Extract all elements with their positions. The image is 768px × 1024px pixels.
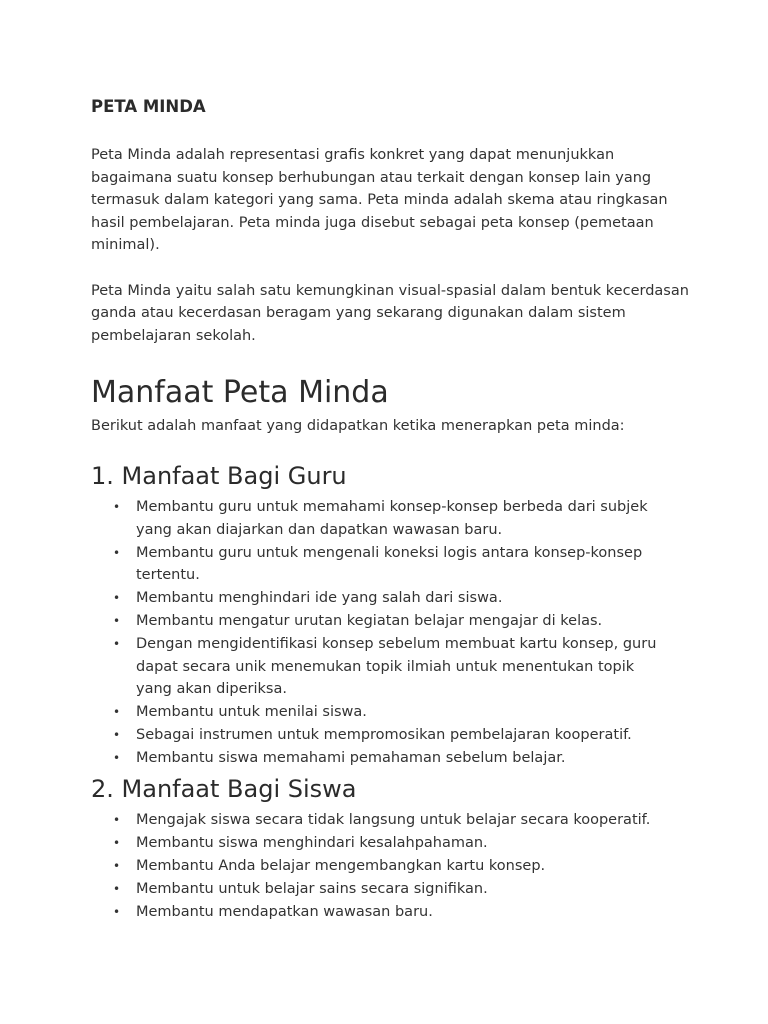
bullet-icon: • <box>113 614 121 628</box>
list-item-text: Membantu menghindari ide yang salah dari siswa. <box>136 590 503 606</box>
bullet-icon: • <box>113 637 121 651</box>
list-item <box>91 587 671 610</box>
list-item-text: Membantu untuk menilai siswa. <box>136 704 367 720</box>
list-item-text: Dengan mengidentifikasi konsep sebelum membuat kartu konsep, guru dapat secara unik menemukan topik ilmiah untuk menentukan topik yang akan diperiksa. <box>136 636 657 697</box>
bullet-icon: • <box>113 500 121 514</box>
list-item <box>91 878 671 901</box>
list-item <box>91 633 671 701</box>
list-item <box>91 542 671 587</box>
document-title: PETA MINDA <box>91 97 206 116</box>
bullet-icon: • <box>113 881 121 896</box>
list-item <box>91 809 671 832</box>
bullet-icon: • <box>113 751 121 765</box>
section-title-siswa: 2. Manfaat Bagi Siswa <box>91 774 357 803</box>
list-item-text: Membantu mendapatkan wawasan baru. <box>136 903 433 920</box>
list-item-text: Membantu Anda belajar mengembangkan kartu konsep. <box>136 857 546 874</box>
bullet-icon: • <box>113 812 121 827</box>
list-item-text: Membantu untuk belajar sains secara signifikan. <box>136 880 488 897</box>
list-item-text: Mengajak siswa secara tidak langsung untuk belajar secara kooperatif. <box>136 811 651 828</box>
bullet-icon: • <box>113 858 121 873</box>
list-item-text: Membantu siswa menghindari kesalahpahaman. <box>136 834 488 851</box>
list-item <box>91 747 671 770</box>
bullet-icon: • <box>113 728 121 742</box>
list-item <box>91 724 671 747</box>
paragraph-definition: Peta Minda adalah representasi grafis konkret yang dapat menunjukkan bagaimana suatu konsep berhubungan atau terkait dengan konsep lain yang termasuk dalam kategori yang sama. Peta minda adalah skema atau ringkasan hasil pembelajaran. Peta minda juga disebut sebagai peta konsep (pemetaan minimal). <box>91 147 668 253</box>
bullet-icon: • <box>113 705 121 719</box>
list-item-text: Sebagai instrumen untuk mempromosikan pembelajaran kooperatif. <box>136 727 632 743</box>
list-item-text: Membantu siswa memahami pemahaman sebelum belajar. <box>136 750 566 766</box>
bullet-icon: • <box>113 545 121 560</box>
intro-text: Berikut adalah manfaat yang didapatkan ketika menerapkan peta minda: <box>91 418 625 434</box>
list-item <box>91 832 671 855</box>
list-manfaat-guru <box>91 496 671 770</box>
heading-manfaat: Manfaat Peta Minda <box>91 375 389 410</box>
list-item <box>91 701 671 724</box>
section-title-guru: 1. Manfaat Bagi Guru <box>91 462 347 490</box>
list-item <box>91 496 671 541</box>
bullet-icon: • <box>113 835 121 850</box>
bullet-icon: • <box>113 591 121 605</box>
list-item-text: Membantu guru untuk mengenali koneksi logis antara konsep-konsep tertentu. <box>136 544 643 583</box>
list-manfaat-siswa <box>91 809 671 924</box>
paragraph-visual-spatial: Peta Minda yaitu salah satu kemungkinan visual-spasial dalam bentuk kecerdasan ganda atau kecerdasan beragam yang sekarang digunakan dalam sistem pembelajaran sekolah. <box>91 282 689 344</box>
list-item-text: Membantu mengatur urutan kegiatan belajar mengajar di kelas. <box>136 613 603 629</box>
list-item-text: Membantu guru untuk memahami konsep-konsep berbeda dari subjek yang akan diajarkan dan dapatkan wawasan baru. <box>136 499 648 538</box>
list-item <box>91 610 671 633</box>
bullet-icon: • <box>113 904 121 919</box>
list-item <box>91 901 671 924</box>
list-item <box>91 855 671 878</box>
